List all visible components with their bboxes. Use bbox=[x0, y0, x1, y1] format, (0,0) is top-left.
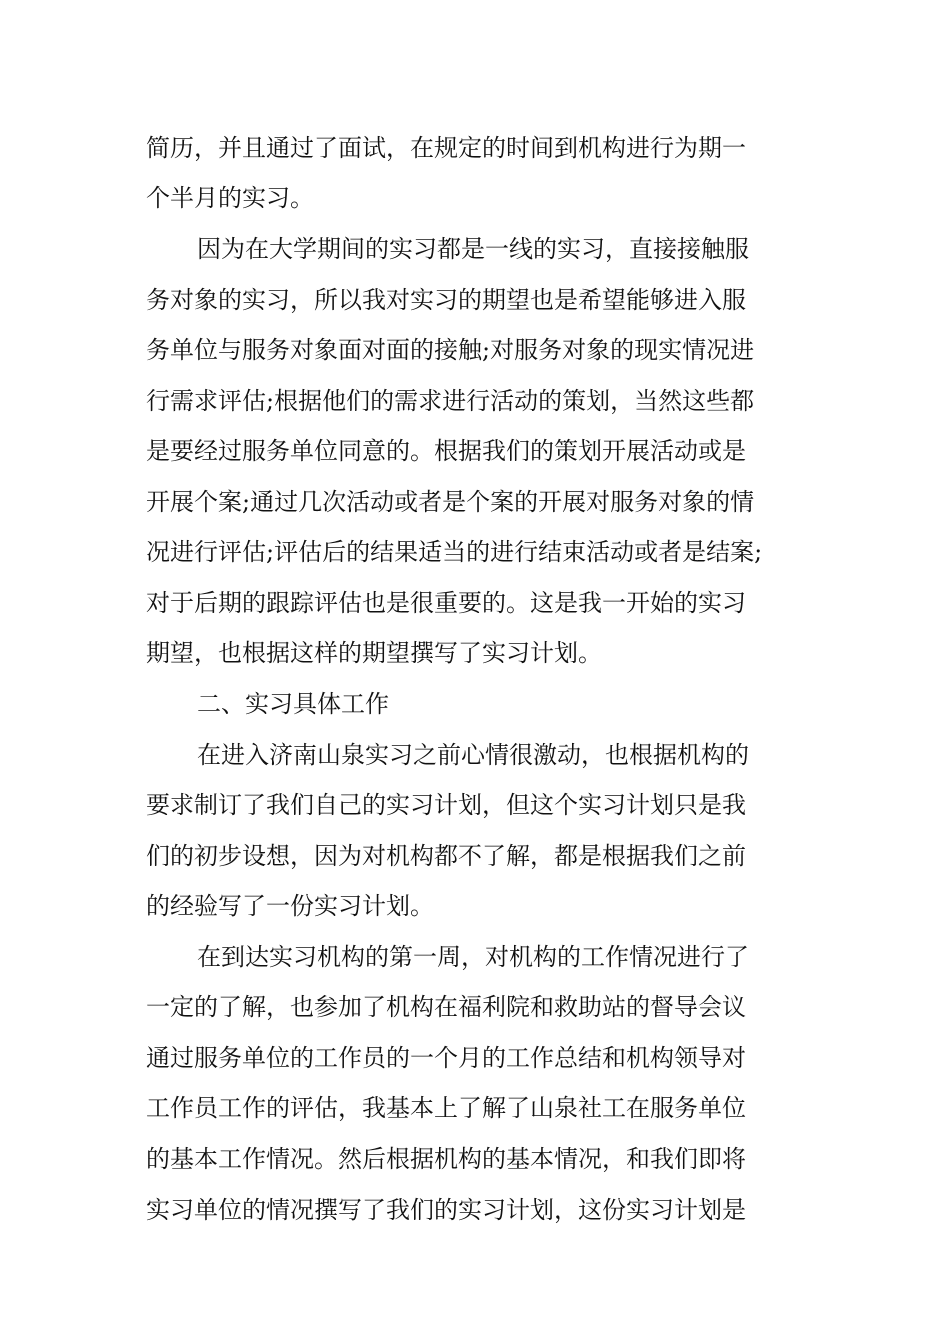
paragraph-first-line: 因为在大学期间的实习都是一线的实习，直接接触服 bbox=[197, 235, 749, 263]
text-line: 开展个案;通过几次活动或者是个案的开展对服务对象的情 bbox=[146, 488, 755, 516]
section-heading: 二、实习具体工作 bbox=[197, 690, 389, 718]
text-line: 行需求评估;根据他们的需求进行活动的策划，当然这些都 bbox=[146, 387, 755, 415]
text-line: 的经验写了一份实习计划。 bbox=[146, 892, 434, 920]
text-line: 要求制订了我们自己的实习计划，但这个实习计划只是我 bbox=[146, 791, 746, 819]
paragraph-first-line: 在进入济南山泉实习之前心情很激动，也根据机构的 bbox=[197, 741, 749, 769]
text-line: 实习单位的情况撰写了我们的实习计划，这份实习计划是 bbox=[146, 1196, 746, 1224]
text-line: 们的初步设想，因为对机构都不了解，都是根据我们之前 bbox=[146, 842, 746, 870]
text-line: 个半月的实习。 bbox=[146, 184, 314, 212]
text-line: 况进行评估;评估后的结果适当的进行结束活动或者是结案; bbox=[146, 538, 763, 566]
text-line: 对于后期的跟踪评估也是很重要的。这是我一开始的实习 bbox=[146, 589, 746, 617]
text-line: 期望，也根据这样的期望撰写了实习计划。 bbox=[146, 639, 602, 667]
text-line: 务对象的实习，所以我对实习的期望也是希望能够进入服 bbox=[146, 286, 746, 314]
text-line: 一定的了解，也参加了机构在福利院和救助站的督导会议 bbox=[146, 993, 746, 1021]
paragraph-first-line: 在到达实习机构的第一周，对机构的工作情况进行了 bbox=[197, 943, 749, 971]
text-line: 的基本工作情况。然后根据机构的基本情况，和我们即将 bbox=[146, 1145, 746, 1173]
text-line: 是要经过服务单位同意的。根据我们的策划开展活动或是 bbox=[146, 437, 746, 465]
text-line: 简历，并且通过了面试，在规定的时间到机构进行为期一 bbox=[146, 134, 746, 162]
text-line: 通过服务单位的工作员的一个月的工作总结和机构领导对 bbox=[146, 1044, 746, 1072]
text-line: 务单位与服务对象面对面的接触;对服务对象的现实情况进 bbox=[146, 336, 755, 364]
text-line: 工作员工作的评估，我基本上了解了山泉社工在服务单位 bbox=[146, 1094, 746, 1122]
